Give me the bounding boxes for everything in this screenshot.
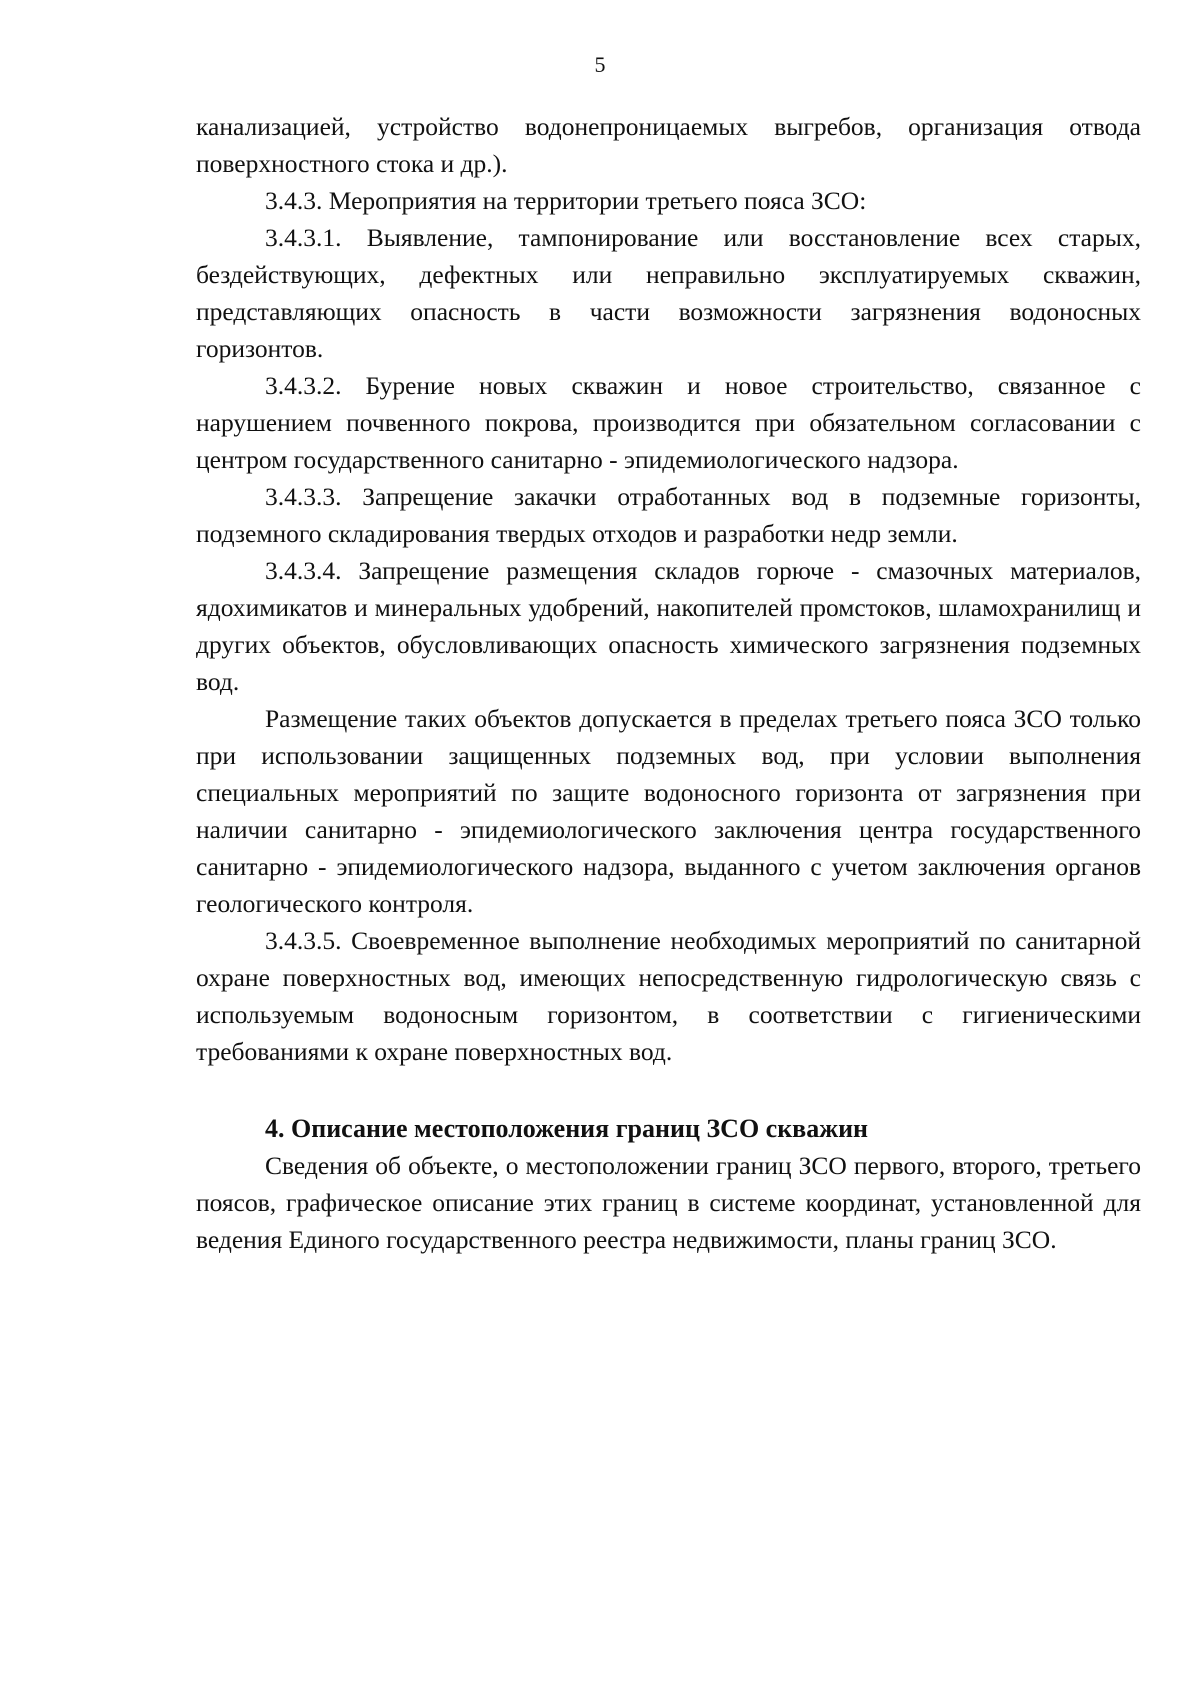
section-4-text: Сведения об объекте, о местоположении границ ЗСО первого, второго, третьего поясов, графическое описание этих границ в системе координат, установленной для ведения Единого государственного реестра недвижимости, планы границ ЗСО.	[196, 1151, 1141, 1254]
paragraph-placement-conditions: Размещение таких объектов допускается в пределах третьего пояса ЗСО только при использовании защищенных подземных вод, при условии выполнения специальных мероприятий по защите водоносного горизонта от загрязнения при наличии санитарно - эпидемиологического заключения центра государственного санитарно - эпидемиологического надзора, выданного с учетом заключения органов геологического контроля.	[196, 704, 1141, 918]
paragraph-3-4-3-2: 3.4.3.2. Бурение новых скважин и новое строительство, связанное с нарушением почвенного покрова, производится при обязательном согласовании с центром государственного санитарно - эпидемиологического надзора.	[196, 371, 1141, 474]
paragraph-3-4-3-3: 3.4.3.3. Запрещение закачки отработанных вод в подземные горизонты, подземного складирования твердых отходов и разработки недр земли.	[196, 482, 1141, 548]
paragraph-3-4-3-5: 3.4.3.5. Своевременное выполнение необходимых мероприятий по санитарной охране поверхностных вод, имеющих непосредственную гидрологическую связь с используемым водоносным горизонтом, в соответствии с гигиеническими требованиями к охране поверхностных вод.	[196, 926, 1141, 1066]
page-number: 5	[594, 52, 606, 77]
paragraph-3-4-3-1: 3.4.3.1. Выявление, тампонирование или восстановление всех старых, бездействующих, дефектных или неправильно эксплуатируемых скважин, представляющих опасность в части возможности загрязнения водоносных горизонтов.	[196, 223, 1141, 363]
paragraph-continuation: канализацией, устройство водонепроницаемых выгребов, организация отвода поверхностного стока и др.).	[196, 112, 1141, 178]
section-4-heading: 4. Описание местоположения границ ЗСО скважин	[265, 1114, 869, 1143]
paragraph-3-4-3-4: 3.4.3.4. Запрещение размещения складов горюче - смазочных материалов, ядохимикатов и минеральных удобрений, накопителей промстоков, шламохранилищ и других объектов, обусловливающих опасность химического загрязнения подземных вод.	[196, 556, 1141, 696]
paragraph-3-4-3: 3.4.3. Мероприятия на территории третьего пояса ЗСО:	[265, 186, 867, 215]
document-body	[196, 108, 1141, 1258]
